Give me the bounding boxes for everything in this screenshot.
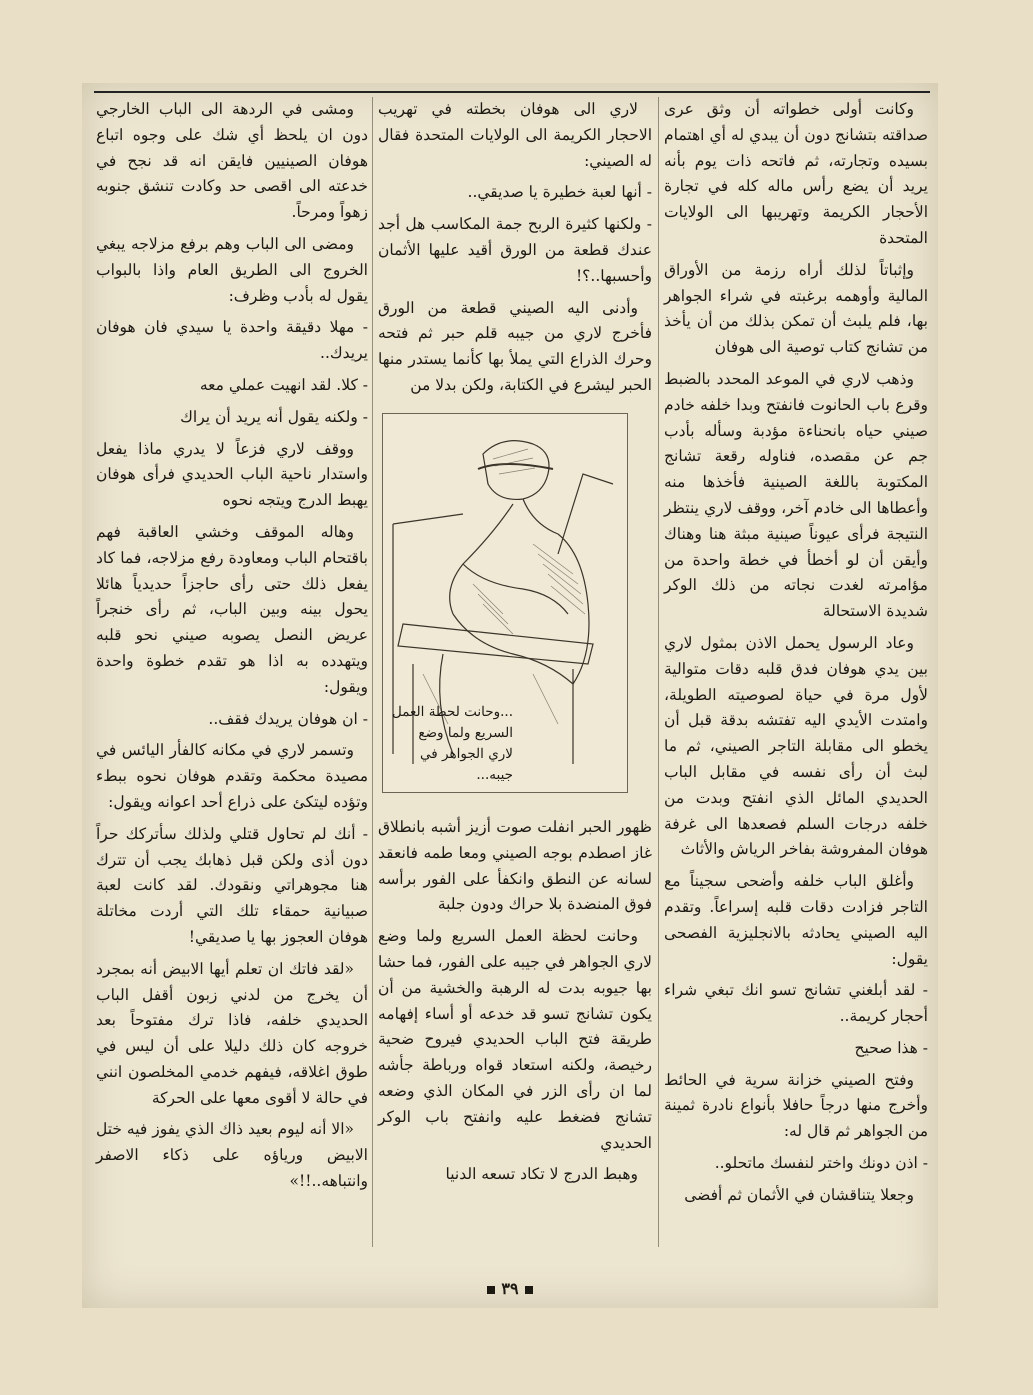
paragraph: وفتح الصيني خزانة سرية في الحائط وأخرج منها درجاً حافلا بأنواع نادرة ثمينة من الجواهر ثم قال له:	[664, 1070, 928, 1141]
paragraph: وتسمر لاري في مكانه كالفأر اليائس في مصيدة محكمة وتقدم هوفان نحوه ببطء وتؤده ليتكئ على ذراع أحد اعوانه ويقول:	[96, 741, 368, 811]
paragraph: وإثباتاً لذلك أراه رزمة من الأوراق المالية وأوهمه برغبته في شراء الجواهر بها، فلم يلبث أن تمكن بذلك من أن يأخذ من تشانج كتاب توصية الى هوفان	[664, 260, 928, 357]
paragraph: ومضى الى الباب وهم برفع مزلاجه يبغي الخروج الى الطريق العام واذا بالبواب يقول له بأدب وظرف:	[96, 234, 368, 305]
paragraph: وعاد الرسول يحمل الاذن بمثول لاري بين يدي هوفان فدق قلبه دقات متوالية لأول مرة في حياة لصوصيته الطويلة، وامتدت الأيدي اليه تفتشه بدقة قبل أن يخطو الى مقابلة التاجر الصيني، ثم ما لبث أن رأى نفسه في مقابل الباب الحديدي المائل الذي انفتح وبدت من خلفه درجات السلم فصعدها الى غرفة هوفان المفروشة بفاخر الرياش والأثاث	[664, 633, 928, 859]
magazine-page	[82, 83, 938, 1308]
illustration	[382, 413, 628, 793]
page-number-text: ٣٩	[501, 1279, 519, 1298]
paragraph: وهبط الدرج لا تكاد تسعه الدنيا	[445, 1165, 638, 1184]
dialogue-line: - لقد أبلغني تشانج تسو انك تبغي شراء أحجار كريمة..	[664, 981, 928, 1026]
paragraph: ووقف لاري فزعاً لا يدري ماذا يفعل واستدار ناحية الباب الحديدي فرأى هوفان يهبط الدرج ويتجه نحوه	[96, 439, 368, 510]
illustration-caption: ...وحانت لحظة العمل السريع ولما وضع لاري الجواهر في جيبه...	[392, 704, 513, 783]
paragraph: وهاله الموقف وخشي العاقبة فهم باقتحام الباب ومعاودة رفع مزلاجه، فما كاد يفعل ذلك حتى رأى حاجزاً حديدياً هائلا يحول بينه وبين الباب، ثم رأى خنجراً عريض النصل يصوبه صيني نحو قلبه ويتهدده به اذا هو تقدم خطوة واحدة ويقول:	[96, 522, 368, 696]
paragraph: ظهور الحبر انفلت صوت أزيز أشبه بانطلاق غاز اصطدم بوجه الصيني ومعا طمه فانعقد لسانه عن النطق وانكفأ على الفور برأسه فوق المنضدة بلا حراك ودون جلبة	[378, 818, 652, 914]
column-left	[96, 97, 368, 1201]
column-middle-lower	[378, 815, 652, 1194]
dialogue-line: - اذن دونك واختر لنفسك ماتحلو..	[714, 1154, 928, 1173]
dialogue-line: - ولكنه يقول أنه يريد أن يراك	[180, 407, 368, 426]
paragraph: وحانت لحظة العمل السريع ولما وضع لاري الجواهر في جيبه على الفور، فما حشا بها جيوبه بدت له الرهبة والخشية من أن يكون تشانج تسو قد خدعه أو أساء إفهامه طريقة فتح الباب الحديدي فيروح ضحية رخيصة، ولكنه استعاد قواه ورباطة جأشه لما ان رأى الزر في المكان الذي وضعه تشانج فضغط عليه وانفتح باب الوكر الحديدي	[378, 927, 652, 1152]
paragraph: «لقد فاتك ان تعلم أيها الابيض أنه بمجرد أن يخرج من لدني زبون أقفل الباب الحديدي خلفه، فاذا ترك مفتوحاً بعد خروجه كان ذلك دليلا على أن ليس في طوق اغلاقه، فيفهم خدمي المخلصون انني في حالة لا أقوى معها على الحركة	[96, 959, 368, 1107]
paragraph: وذهب لاري في الموعد المحدد بالضبط وقرع باب الحانوت فانفتح وبدا خلفه خادم صيني حياه بانحناءة مؤدبة وسأله بأدب جم عن مقصده، فناوله رقعة تشانج المكتوبة باللغة الصينية فأخذها منه وأعطاها الى خادم آخر، ووقف لاري ينتظر النتيجة فرأى عيوناً صينية مبثة هنا وهناك وأيقن أن لو أخطأ في خطة واحدة من مؤامرته لغدت نجاته من ذلك الوكر شديدة الاستحالة	[664, 369, 928, 621]
dialogue-line: - مهلا دقيقة واحدة يا سيدي فان هوفان يريدك..	[96, 318, 368, 363]
paragraph: وأغلق الباب خلفه وأضحى سجيناً مع التاجر فزادت دقات قلبه إسراعاً. وتقدم اليه الصيني يحادثه بالانجليزية الفصحى يقول:	[664, 872, 928, 968]
column-middle-upper	[378, 97, 652, 405]
paragraph: وكانت أولى خطواته أن وثق عرى صداقته بتشانج دون أن يبدي له أي اهتمام بسيده وتجارته، ثم فاتحه ذات يوم بأنه يريد أن يضع رأس ماله كله في تجارة الأحجار الكريمة وتهريبها الى الولايات المتحدة	[664, 100, 928, 247]
dialogue-line: - ان هوفان يريدك فقف..	[208, 709, 368, 728]
square-ornament-icon	[525, 1286, 533, 1294]
paragraph: «الا أنه ليوم بعيد ذاك الذي يفوز فيه ختل الابيض ورياؤه على ذكاء الاصفر وانتباهه..!!»	[96, 1120, 368, 1191]
dialogue-line: - كلا. لقد انهيت عملي معه	[199, 375, 368, 394]
paragraph: وأدنى اليه الصيني قطعة من الورق فأخرج لاري من جيبه قلم حبر ثم فتحه وحرك الذراع التي يملأ بها كأنما يستدر منها الحبر ليشرع في الكتابة، ولكن بدلا من	[378, 298, 652, 394]
dialogue-line: - أنها لعبة خطيرة يا صديقي..	[467, 183, 652, 202]
column-divider	[372, 97, 373, 1247]
dialogue-line: - ولكنها كثيرة الربح جمة المكاسب هل أجد عندك قطعة من الورق أقيد عليها الأثمان وأحسبها..؟!	[378, 215, 652, 285]
top-rule	[94, 91, 930, 93]
dialogue-line: - هذا صحيح	[854, 1038, 928, 1057]
page-number	[82, 1279, 938, 1298]
column-divider	[658, 97, 659, 1247]
column-right	[664, 97, 928, 1215]
square-ornament-icon	[487, 1286, 495, 1294]
paragraph: وجعلا يتناقشان في الأثمان ثم أفضى	[684, 1185, 914, 1204]
paragraph: ومشى في الردهة الى الباب الخارجي دون ان يلحظ أي شك على وجوه اتباع هوفان الصينيين فايقن انه قد نجح في خدعته الى اقصى حد وكادت تنشق جنوبه زهواً ومرحاً.	[96, 100, 368, 222]
dialogue-line: - أنك لم تحاول قتلي ولذلك سأتركك حراً دون أذى ولكن قبل ذهابك يجب أن تترك هنا مجوهراتي ونقودك. لقد كانت لعبة صبيانية حمقاء تلك التي أردت مخاتلة هوفان العجوز بها يا صديقي!	[96, 824, 368, 946]
paragraph: لاري الى هوفان بخطته في تهريب الاحجار الكريمة الى الولايات المتحدة فقال له الصيني:	[378, 100, 652, 170]
